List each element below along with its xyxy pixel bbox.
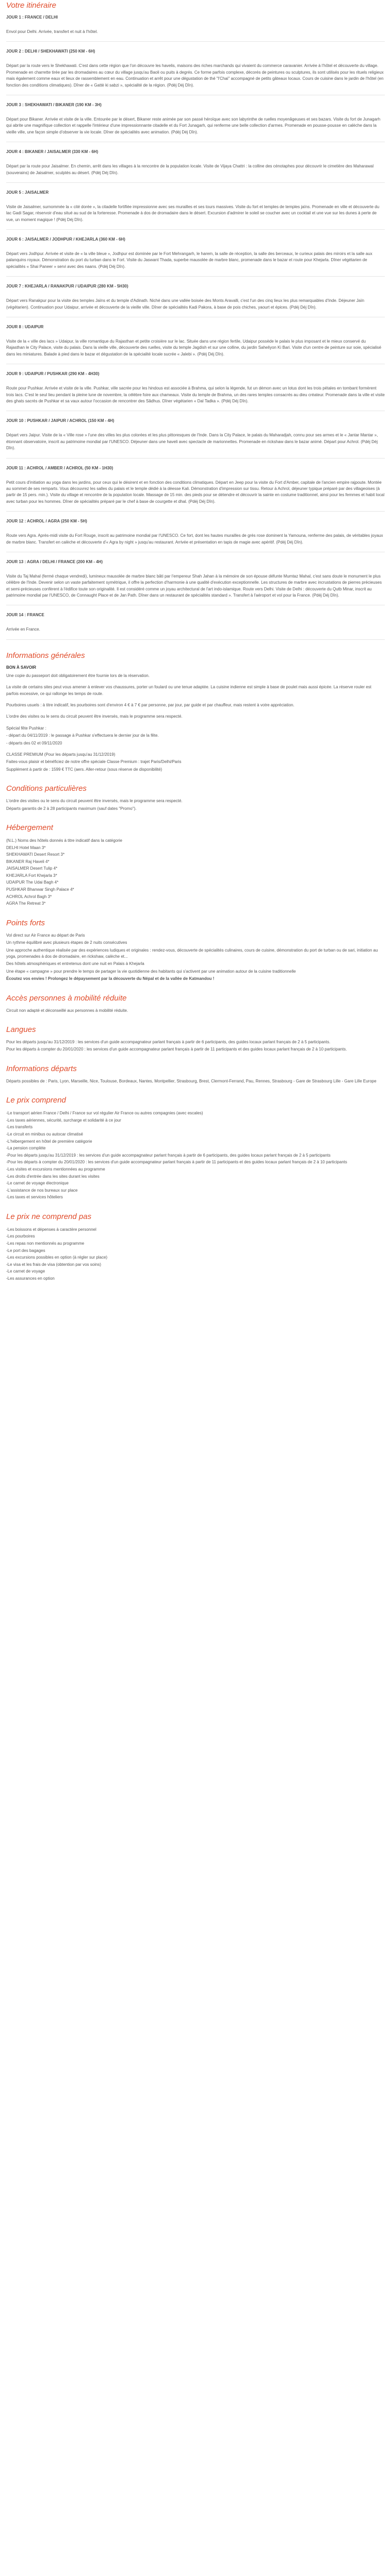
list-item: -Les taxes aériennes, sécurité, surcharge et solidarité à ce jour	[6, 1117, 121, 1123]
day-title: JOUR 3 : SHEKHAWATI / BIKANER (190 KM - 3H)	[6, 102, 102, 107]
list-item: -L'assistance de nos bureaux sur place	[6, 1188, 78, 1193]
day-block	[6, 15, 385, 42]
list-item: -Le carnet de voyage électronique	[6, 1181, 69, 1186]
price-excludes-title: Le prix ne comprend pas	[6, 1212, 92, 1221]
day-title: JOUR 5 : JAISALMER	[6, 190, 49, 195]
info-paragraph: Spécial fête Pushkar :	[6, 725, 46, 731]
day-title: JOUR 6 : JAISALMER / JODHPUR / KHEJARLA (360 KM - 6H)	[6, 237, 125, 242]
langs-paragraph: Pour les départs à compter du 20/01/2020 : les services d'un guide accompagnateur parlant français à partir de 11 participants et des guides locaux parlant français de 2 à 10 participants.	[6, 1047, 347, 1052]
day-block	[6, 42, 385, 95]
days-list	[6, 15, 385, 640]
list-item: -Pour les départs jusqu'au 31/12/2019 : les services d'un guide accompagnateur parlant français à partir de 6 participants, des guides locaux parlant français de 2 à 5 participants	[6, 1153, 331, 1158]
day-description: Route pour Pushkar. Arrivée et visite de la ville. Pushkar, ville sacrée pour les hindous est associée à Brahma, qui selon la légende, fut un démon avec un lotus dont les trois pétales en tombant formèrent trois lacs. C'est le seul lieu pendant la pleine lune de novembre, la célèbre foire aux chameaux. Visite du temple de Brahma, un des rares temples consacrés au dieu créateur. Promenade dans la ville et visite des ghats sacrés de Pushkar et sa vaux autour l'occasion de rencontrer des Sâdhus. Dîner végétarien « Dal Tadka ». (Pdéj Déj Dîn).	[6, 386, 385, 403]
day-title: JOUR 1 : FRANCE / DELHI	[6, 15, 58, 20]
price-includes-list	[6, 1110, 385, 1201]
list-item: -Les repas non mentionnés au programme	[6, 1241, 85, 1246]
day-description: Départ vers Jodhpur. Arrivée et visite de « la ville bleue », Jodhpur est dominée par le Fort Mehrangarh, le harem, la salle de réception, la salle des berceaux, le curieux palais des miroirs et la salle aux palanquins royaux. Démonstration du port du turban dans le Fort. Visite du Jaswant Thada, superbe mausolée de marbre blanc, promenade dans le bazar et route pour Khejarla. Dîner végétarien de spécialités « Shai Paneer » servi avec des naans. (Pdéj Déj Dîn).	[6, 251, 372, 269]
list-item: -Le circuit en minibus ou autocar climatisé	[6, 1131, 83, 1137]
info-paragraph: Supplément à partir de : 1599 € TTC (aers. Aller-retour (sous réserve de disponibilité)	[6, 767, 162, 772]
list-item: SHEKHAWATI Desert Resort 3*	[6, 852, 65, 857]
day-block	[6, 230, 385, 277]
access-paragraph: Circuit non adapté et déconseillé aux personnes à mobilité réduite.	[6, 1008, 128, 1013]
points-paragraph: Un rythme équilibré avec plusieurs étapes de 2 nuits consécutives	[6, 940, 127, 945]
info-paragraph: Faites-vous plaisir et bénéficiez de notre offre spéciale Classe Premium : trajet Paris/Delhi/Paris	[6, 759, 182, 765]
day-block	[6, 95, 385, 142]
hotels-title: Hébergement	[6, 823, 53, 832]
day-title: JOUR 8 : UDAIPUR	[6, 325, 44, 330]
itinerary-title: Votre itinéraire	[6, 1, 56, 10]
list-item: -Les boissons et dépenses à caractère personnel	[6, 1227, 96, 1232]
day-description: Petit cours d'initiation au yoga dans les jardins, pour ceux qui le désirent et en fonction des conditions climatiques. Départ en Jeep pour la visite du Fort d'Amber, capitale de l'ancien empire rajpoute. Montée au sommet de ses remparts. Vous découvrez les salles du palais et le temple dédié à la déesse Kali. Démonstration d'impression sur tissu. Retour à Achrol, déjeuner typique préparé par des villageoises (à partir de 15 pers. min.). Visite du village et rencontre de la population locale. Massage de 15 min. des pieds pour se détendre et découvrir la sainte en costume traditionnel, ainsi pour les femmes et habit local avec turban pour les hommes. Dîner de spécialités préparé par le chef à base de courgette et dhal. (Pdéj Déj Dîn).	[6, 480, 385, 504]
langs-title: Langues	[6, 1025, 36, 1034]
bon-a-savoir-title: BON À SAVOIR	[6, 665, 37, 670]
day-description: Route vers Agra. Après-midi visite du Fort Rouge, inscrit au patrimoine mondial par l'UNESCO. Ce fort, dont les hautes murailles de grès rose dominent la Yamouna, renferme des palais, de véritables joyaux de marbre blanc. Transfert en calèche et découverte d'« Agra by night » jusqu'au restaurant. Arrivée et présentation en tapis de magie avec apéritif. (Pdéj Déj Dîn).	[6, 533, 383, 545]
day-description: Départ pour Bikaner. Arrivée et visite de la ville. Entourée par le désert, Bikaner reste animée par son passé héroïque avec son labyrinthe de ruelles moyenâgeuses et ses bazars. Visite du fort de Junagarh qui abrite une magnifique collection et rappelle l'intérieur d'une impressionnante citadelle et du Fort Junagarh, qui renferme une belle collection d'armes. Promenade en pousse-pousse en calèche dans la vieille ville, une façon simple d'observer la vie locale. Dîner de spécialités avec animation. (Pdéj Déj Dîn).	[6, 116, 381, 134]
points-paragraph: Vol direct sur Air France au départ de Paris	[6, 933, 85, 938]
day-description: Départ vers Ranakpur pour la visite des temples Jaïns et du temple d'Adinath. Niché dans une vallée boisée des Monts Aravalli, c'est l'un des cinq lieux les plus remarquables d'Inde. Déjeuner Jaïn (végétarien). Continuation pour Udaipur, arrivée et découverte de la vieille ville. Dîner de spécialités Kadi Pakora, à base de pois chiches, yaourt et épices. (Pdéj Déj Dîn).	[6, 298, 365, 310]
list-item: DELHI Hotel Maan 3*	[6, 845, 46, 850]
list-item: KHEJARLA Fort Khejarla 3*	[6, 873, 57, 878]
points-title: Points forts	[6, 918, 45, 927]
day-description: Visite du Taj Mahal (fermé chaque vendredi), lumineux mausolée de marbre blanc bâti par l'empereur Shah Jahan à la mémoire de son épouse défunte Mumtaz Mahal, c'est sans doute le monument le plus célèbre de l'Inde. Devenir selon un vaste parfaitement symétrique, il offre la perfection d'harmonie à une qualité d'exécution exceptionnelle. Les structures de marbre avec incrustations de pierres précieuses et semi-précieuses confèrent à l'édifice toute son originalité. Il est considéré comme un joyau architectural de l'art indo-islamique. Route vers Delhi. Visite de Delhi : découverte du Qutb Minar, inscrit au patrimoine mondial par l'UNESCO, de Connaught Place et de Jan Path. Dîner dans un restaurant de spécialités standard ». Transfert à l'aéroport et vol pour la France. (Pdéj Déj Dîn).	[6, 573, 382, 598]
access-title: Accès personnes à mobilité réduite	[6, 993, 127, 1003]
airports-paragraph: Départs possibles de : Paris, Lyon, Marseille, Nice, Toulouse, Bordeaux, Nantes, Montpellier, Strasbourg, Brest, Clermont-Ferrand, Pau, Rennes, Strasbourg - Gare de Strasbourg Lille - Gare Lille Europe	[6, 1078, 377, 1083]
list-item: -Les excursions possibles en option (à régler sur place)	[6, 1255, 108, 1260]
day-title: JOUR 11 : ACHROL / AMBER / ACHROL (50 KM - 1H30)	[6, 465, 113, 470]
info-paragraph: CLASSE PREMIUM (Pour les départs jusqu'au 31/12/2019)	[6, 752, 116, 757]
conditions-title: Conditions particulières	[6, 784, 87, 793]
day-description: Arrivée en France.	[6, 627, 40, 632]
day-description: Départ par la route pour Jaisalmer. En chemin, arrêt dans les villages à la rencontre de la population locale. Visite de Vijaya Chattri : la colline des cénotaphes pour découvrir le cimetière des Maharawal (souverains) de Jaisalmer, sculptés au désert. (Pdéj Déj Dîn).	[6, 164, 374, 175]
info-paragraph: - départs des 02 et 09/11/2020	[6, 740, 62, 745]
day-description: Départ vers Jaipur. Visite de la « Ville rose » l'une des villes les plus colorées et les plus pittoresques de l'Inde. Dans la City Palace, le palais du Maharadjah, connu pour ses armes et le « Jantar Mantar », étonnant observatoire, inscrit au patrimoine mondial par l'UNESCO. Déjeuner dans une haveli avec spectacle de marionnettes. Promenade en rickshaw dans le bazar animé. Départ pour Achrol. (Pdéj Déj Dîn).	[6, 433, 378, 451]
list-item: -Les pourboires	[6, 1234, 35, 1239]
day-block	[6, 512, 385, 552]
price-includes-title: Le prix comprend	[6, 1096, 66, 1105]
conditions-paragraph: Départs garantis de 2 à 28 participants maximum (sauf dates "Promo").	[6, 806, 137, 811]
list-item: (N.L.) Noms des hôtels donnés à titre indicatif dans la catégorie	[6, 838, 123, 843]
list-item: -Les visites et excursions mentionnées au programme	[6, 1166, 105, 1172]
day-title: JOUR 2 : DELHI / SHEKHAWATI (250 KM - 6H)	[6, 49, 95, 54]
list-item: AGRA The Retreat 3*	[6, 901, 46, 906]
day-description: Envol pour Delhi. Arrivée, transfert et nuit à l'hôtel.	[6, 29, 98, 34]
points-paragraph: Une approche authentique réalisée par des expériences ludiques et originales : rendez-vous, découverte de spécialités culinaires, cours de cuisine, démonstration du port de turban ou de sari, initiation au yoga, promenades à dos de dromadaire, en rickshaw, calèche et...	[6, 947, 378, 959]
points-paragraph: Des hôtels atmosphériques et entretenus dont une nuit en Palais à Khejarla	[6, 961, 144, 967]
day-title: JOUR 14 : FRANCE	[6, 613, 44, 618]
info-paragraph: Une copie du passeport doit obligatoirement être fournie lors de la réservation.	[6, 673, 150, 678]
day-description: Départ par la route vers le Shekhawati. C'est dans cette région que l'on découvre les havelis, maisons des riches marchands qui vivaient du commerce caravanier. Arrivée à l'hôtel et découverte du village. Promenade en charrette tirée par les dromadaires au cœur du village jusqu'au Baoli ou puits à degrés. Ce forme parfois complexe, décorés de peintures ou sculptures, ils sont utilisés pour les rituels religieux mais également comme eaux et lieux de rassemblement en eau. Continuation et arrêt pour une dégustation de thé "l'Chai" accompagné de petits gâteaux locaux. Cours de cuisine dans le jardin de l'hôtel (en fonction des conditions climatiques). Dîner de « Gattè ki sabzi », spécialité de la région. (Pdéj Déj Dîn).	[6, 63, 384, 88]
info-paragraph: Pourboires usuels : à titre indicatif, les pourboires sont d'environ 4 € à 7 € par personne, par jour, par guide et par chauffeur, mais restent à votre appréciation.	[6, 703, 295, 708]
list-item: -Le port des bagages	[6, 1248, 45, 1253]
day-title: JOUR 13 : AGRA / DELHI / FRANCE (200 KM - 4H)	[6, 559, 103, 564]
info-paragraph: La visite de certains sites peut vous amener à enlever vos chaussures, porter un foulard ou une tenue adaptée. La cuisine indienne est simple à base de poulet mais aussi épicée. La réserve rouler est parfois excessive, ce qui rallonge les temps de route.	[6, 685, 371, 696]
info-paragraph: - départ du 04/11/2019 : le passage à Pushkar s'effectuera le dernier jour de la fête.	[6, 733, 159, 738]
day-block	[6, 605, 385, 639]
airports-title: Informations départs	[6, 1064, 77, 1073]
list-item: -La pension complète	[6, 1146, 46, 1151]
list-item: -Le carnet de voyage	[6, 1269, 45, 1274]
day-description: Visite de Jaisalmer, surnommée la « cité dorée », la citadelle fortifiée impressionne avec ses murailles et ses tours massives. Visite du fort et temples de temples jaïns. Promenade en ville et découverte du lac Gadi Sagar, réservoir d'eau situé au sud de la forteresse. Promenade à dos de dromadaire dans le désert. Excursion d'admirer le soleil se coucher avec un cocktail et une vue sur les dunes à perte de vue, un moment magique ! (Pdéj Déj Dîn).	[6, 204, 380, 222]
points-paragraph: Écoutez vos envies ! Prolongez le dépaysement par la découverte du Népal et de la vallée de Katmandou !	[6, 976, 215, 981]
day-title: JOUR 10 : PUSHKAR / JAIPUR / ACHROL (150 KM - 4H)	[6, 418, 115, 423]
day-block	[6, 183, 385, 230]
conditions-paragraph: L'ordre des visites ou le sens du circuit peuvent être inversés, mais le programme sera respecté.	[6, 799, 183, 804]
day-title: JOUR 4 : BIKANER / JAISALMER (330 KM - 6H)	[6, 149, 99, 155]
day-block	[6, 552, 385, 606]
day-block	[6, 459, 385, 512]
list-item: ACHROL Achrol Bagh 3*	[6, 894, 52, 899]
hotels-list	[6, 837, 385, 907]
price-excludes-list	[6, 1226, 385, 1282]
info-title: Informations générales	[6, 651, 85, 660]
points-paragraph: Une étape « campagne » pour prendre le temps de partager la vie quotidienne des habitants qui s'activent par une animation autour de la cuisine traditionnelle	[6, 969, 296, 974]
day-block	[6, 277, 385, 317]
langs-paragraph: Pour les départs jusqu'au 31/12/2019 : les services d'un guide accompagnateur parlant français à partir de 6 participants, des guides locaux parlant français de 2 à 5 participants.	[6, 1039, 331, 1044]
day-block	[6, 142, 385, 183]
day-block	[6, 364, 385, 411]
list-item: -Les transferts	[6, 1125, 33, 1130]
day-title: JOUR 12 : ACHROL / AGRA (250 KM - 5H)	[6, 519, 87, 524]
list-item: -Les assurances en option	[6, 1276, 55, 1281]
list-item: -Pour les départs à compter du 20/01/2020 : les services d'un guide accompagnateur parlant français à partir de 11 participants et des guides locaux parlant français de 2 à 10 participants	[6, 1160, 347, 1165]
list-item: UDAIPUR The Udai Bagh 4*	[6, 880, 59, 885]
list-item: -Les droits d'entrée dans les sites durant les visites	[6, 1174, 100, 1179]
list-item: -L'hébergement en hôtel de première catégorie	[6, 1139, 92, 1144]
day-title: JOUR 9 : UDAIPUR / PUSHKAR (290 KM - 4H30)	[6, 371, 100, 377]
list-item: BIKANER Raj Haveli 4*	[6, 859, 50, 864]
day-block	[6, 317, 385, 364]
day-block	[6, 411, 385, 458]
list-item: JAISALMER Desert Tulip 4*	[6, 866, 58, 871]
list-item: -Les taxes et services hôteliers	[6, 1195, 63, 1200]
day-description: Visite de la « ville des lacs » Udaipur, la ville romantique du Rajasthan et petite croisière sur le lac. Située dans une région fertile, Udaipur possède le palais le plus imposant et le mieux conservé du Rajasthan le City Palace, visite du palais. Dans la vieille ville, découverte des ruelles, visite du temple Jagdish et sur une colline, du jardin Saheliyon Ki Bari. Visite d'un centre de peinture sur soie, spécialisé dans les miniatures. Balade à pied dans le bazar et dégustation de la spécialité locale sucrée « Jalebi ». (Pdéj Déj Dîn).	[6, 339, 382, 357]
list-item: PUSHKAR Bhanwar Singh Palace 4*	[6, 887, 74, 892]
info-paragraph: L'ordre des visites ou le sens du circuit peuvent être inversés, mais le programme sera respecté.	[6, 714, 183, 719]
day-title: JOUR 7 : KHEJARLA / RANAKPUR / UDAIPUR (280 KM - 5H30)	[6, 284, 128, 289]
list-item: -Le visa et les frais de visa (obtention par vos soins)	[6, 1262, 102, 1267]
list-item: -Le transport aérien France / Delhi / France sur vol régulier Air France ou autres compagnies (avec escales)	[6, 1111, 203, 1116]
